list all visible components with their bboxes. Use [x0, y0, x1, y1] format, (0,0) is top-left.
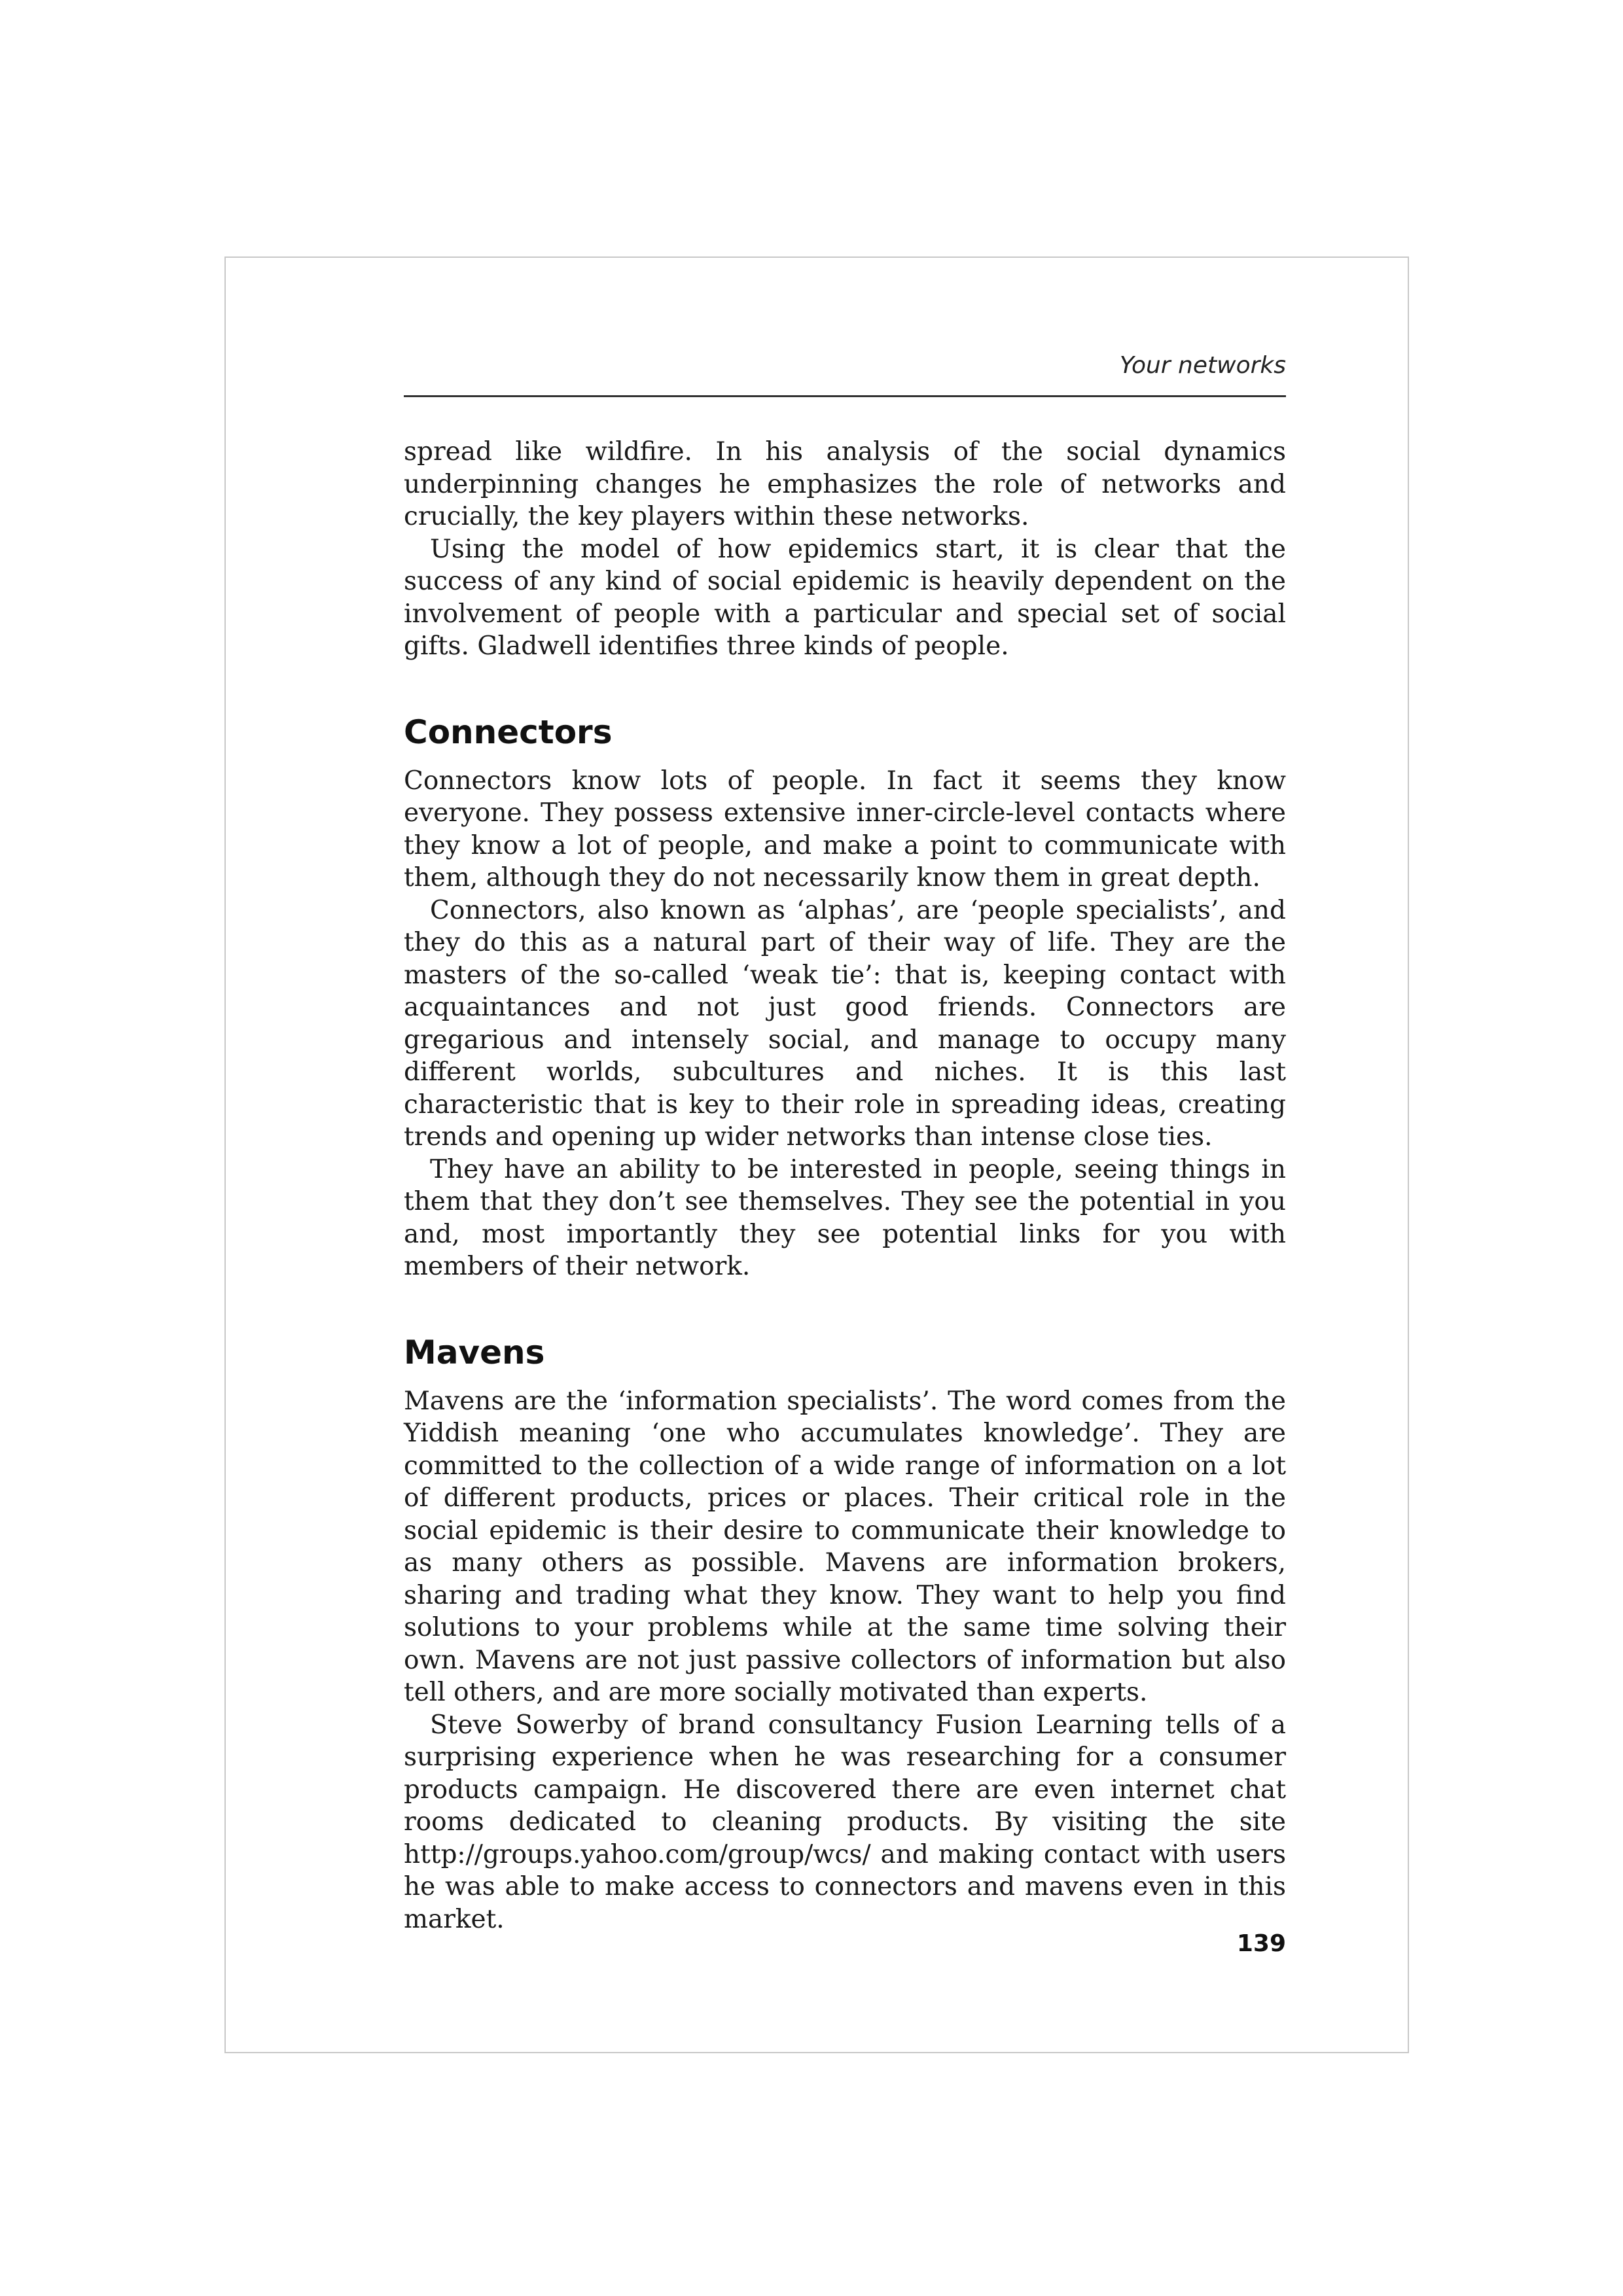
page-number: 139	[1236, 1930, 1286, 1957]
page-body	[404, 436, 1286, 1935]
running-head: Your networks	[1119, 352, 1286, 379]
section-heading-mavens: Mavens	[404, 1333, 545, 1371]
connectors-paragraph: Connectors know lots of people. In fact it seems they know everyone. They possess extensive inner-circle-level contacts where they know a lot of people, and make a point to communicate with them, although they do not necessarily know them in great depth.	[404, 766, 1286, 892]
connectors-paragraph: Connectors, also known as ‘alphas’, are ‘people specialists’, and they do this as a natural part of their way of life. They are the masters of the so-called ‘weak tie’: that is, keeping contact with acquaintances and not just good friends. Connectors are gregarious and intensely social, and manage to occupy many different worlds, subcultures and niches. It is this last characteristic that is key to their role in spreading ideas, creating trends and opening up wider networks than intense close ties.	[404, 895, 1286, 1152]
intro-paragraph: Using the model of how epidemics start, it is clear that the success of any kind of social epidemic is heavily dependent on the involvement of people with a particular and special set of social gifts. Gladwell identifies three kinds of people.	[404, 534, 1286, 661]
section-heading-connectors: Connectors	[404, 713, 613, 751]
connectors-paragraph: They have an ability to be interested in people, seeing things in them that they don’t see themselves. They see the potential in you and, most importantly they see potential links for you with members of their network.	[404, 1154, 1286, 1281]
mavens-paragraph: Mavens are the ‘information specialists’. The word comes from the Yiddish meaning ‘one who accumulates knowledge’. They are committed to the collection of a wide range of information on a lot of different products, prices or places. Their critical role in the social epidemic is their desire to communicate their knowledge to as many others as possible. Mavens are information brokers, sharing and trading what they know. They want to help you find solutions to your problems while at the same time solving their own. Mavens are not just passive collectors of information but also tell others, and are more socially motivated than experts.	[404, 1386, 1286, 1707]
intro-paragraph: spread like wildfire. In his analysis of the social dynamics underpinning changes he emphasizes the role of networks and crucially, the key players within these networks.	[404, 437, 1286, 531]
header-rule	[404, 395, 1286, 397]
mavens-paragraph: Steve Sowerby of brand consultancy Fusion Learning tells of a surprising experience when he was researching for a consumer products campaign. He discovered there are even internet chat rooms dedicated to cleaning products. By visiting the site http://groups.yahoo.com/group/wcs/ and making contact with users he was able to make access to connectors and mavens even in this market.	[404, 1710, 1286, 1934]
